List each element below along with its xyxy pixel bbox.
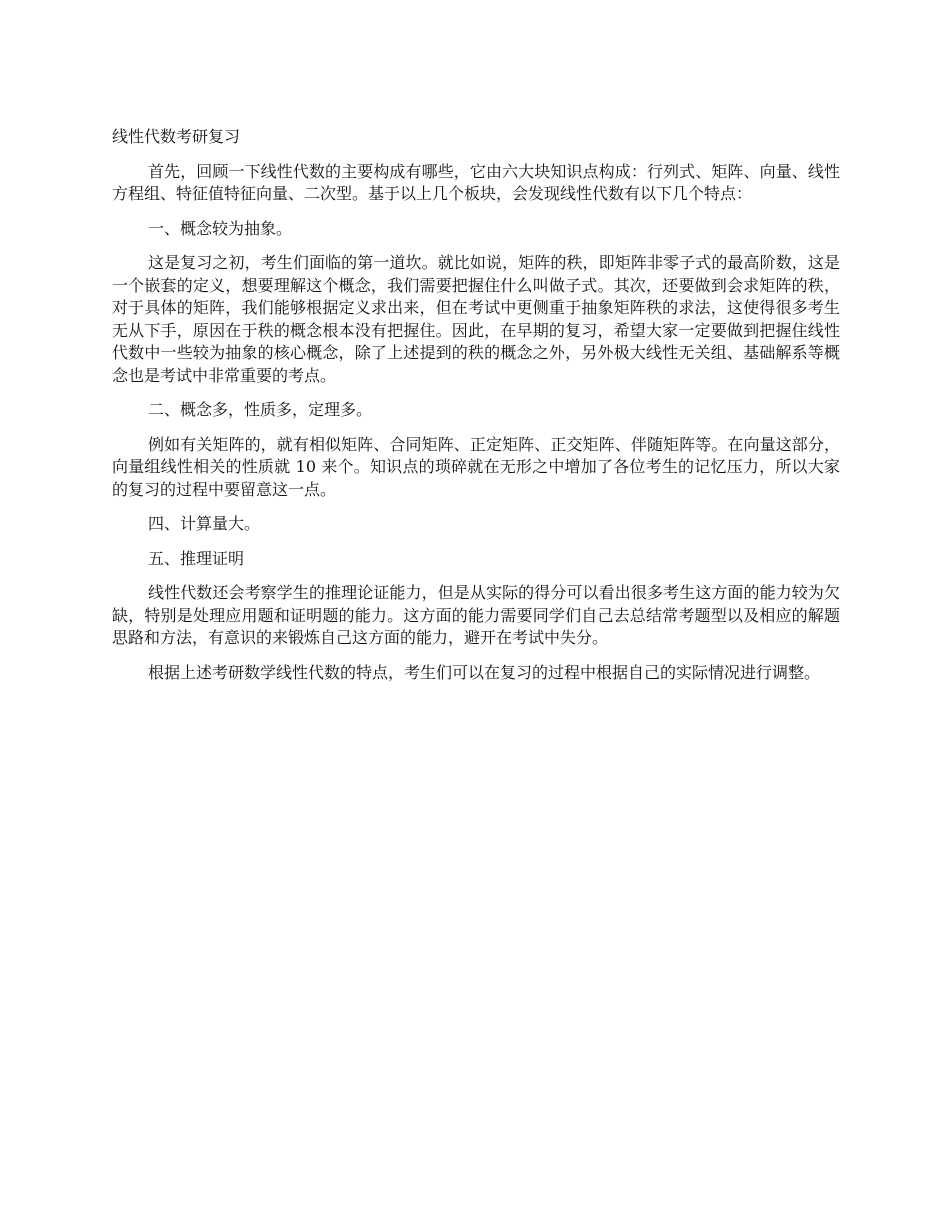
paragraph-conclusion: 根据上述考研数学线性代数的特点，考生们可以在复习的过程中根据自己的实际情况进行调整。 xyxy=(148,662,821,682)
paragraph-many-concepts: 例如有关矩阵的，就有相似矩阵、合同矩阵、正定矩阵、正交矩阵、伴随矩阵等。在向量这部分，向量组线性相关的性质就 10 来个。知识点的琐碎就在无形之中增加了各位考生的记忆压力，所以大家的复习的过程中要留意这一点。 xyxy=(112,434,840,499)
document-title: 线性代数考研复习 xyxy=(112,127,241,146)
paragraph-abstract-concepts: 这是复习之初，考生们面临的第一道坎。就比如说，矩阵的秩，即矩阵非零子式的最高阶数，这是一个嵌套的定义，想要理解这个概念，我们需要把握住什么叫做子式。其次，还要做到会求矩阵的秩，对于具体的矩阵，我们能够根据定义求出来，但在考试中更侧重于抽象矩阵秩的求法，这使得很多考生无从下手，原因在于秩的概念根本没有把握住。因此，在早期的复习，希望大家一定要做到把握住线性代数中一些较为抽象的核心概念，除了上述提到的秩的概念之外，另外极大线性无关组、基础解系等概念也是考试中非常重要的考点。 xyxy=(112,253,840,385)
paragraph-proof-reasoning: 线性代数还会考察学生的推理论证能力，但是从实际的得分可以看出很多考生这方面的能力较为欠缺，特别是处理应用题和证明题的能力。这方面的能力需要同学们自己去总结常考题型以及相应的解题思路和方法，有意识的来锻炼自己这方面的能力，避开在考试中失分。 xyxy=(112,583,840,647)
heading-abstract-concepts: 一、概念较为抽象。 xyxy=(148,218,293,238)
heading-proof-reasoning: 五、推理证明 xyxy=(148,548,245,568)
document-body xyxy=(112,126,840,696)
paragraph-intro: 首先，回顾一下线性代数的主要构成有哪些，它由六大块知识点构成：行列式、矩阵、向量、线性方程组、特征值特征向量、二次型。基于以上几个板块，会发现线性代数有以下几个特点： xyxy=(112,161,840,203)
heading-heavy-computation: 四、计算量大。 xyxy=(148,514,261,533)
heading-many-concepts: 二、概念多，性质多，定理多。 xyxy=(148,400,373,419)
